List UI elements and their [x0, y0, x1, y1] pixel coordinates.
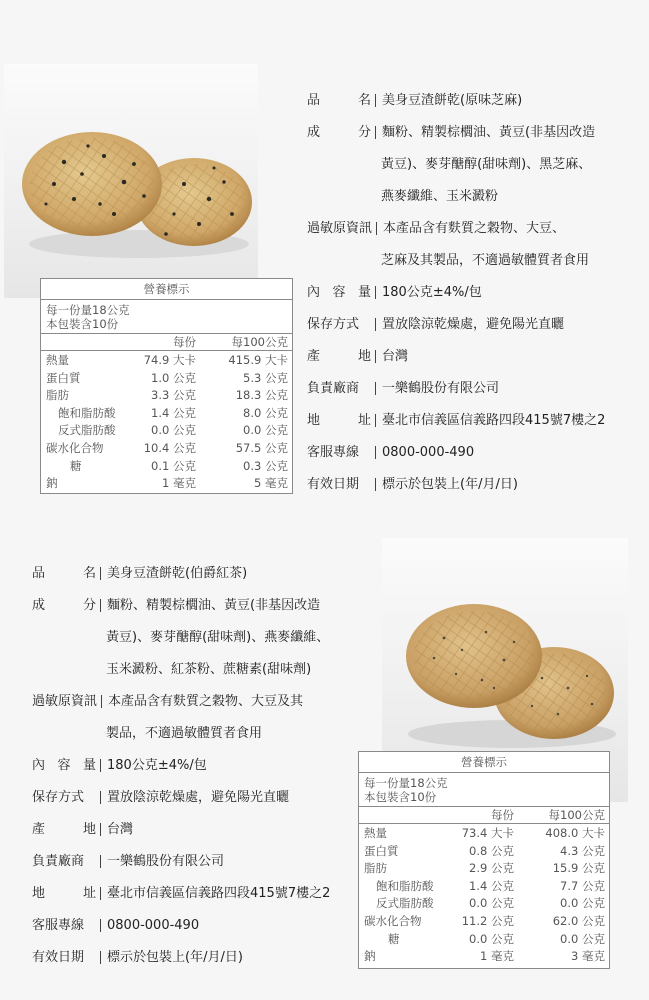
origin-label: 產 地: [32, 822, 96, 837]
product-name-row: [307, 85, 605, 117]
servings-per-pack: 本包裝含10份: [46, 317, 119, 331]
content-label: 內 容 量: [307, 285, 371, 300]
origin-value: 台灣: [107, 822, 134, 837]
ingredients-continued: 黃豆)、麥芽醣醇(甜味劑)、黑芝麻、: [381, 157, 592, 172]
separator: [101, 695, 102, 708]
content-row: [307, 277, 605, 309]
top-nutrition-table: [40, 278, 293, 494]
maker-label: 負責廠商: [307, 381, 360, 396]
nutrition-title: 營養標示: [41, 279, 292, 300]
separator: [100, 855, 101, 868]
nutrition-row: 飽和脂肪酸 1.4 公克 7.7 公克: [376, 878, 605, 893]
separator: [375, 286, 376, 299]
address-row: [32, 878, 330, 910]
separator: [375, 318, 376, 331]
allergen-continued: 芝麻及其製品，不適過敏體質者食用: [381, 253, 590, 268]
nutrition-row: 糖 0.1 公克 0.3 公克: [70, 458, 288, 473]
content-row: [32, 750, 330, 782]
nutrition-header: [41, 334, 292, 351]
ingredients-continued: 玉米澱粉、紅茶粉、蔗糖素(甜味劑): [106, 662, 312, 677]
separator: [100, 759, 101, 772]
origin-label: 產 地: [307, 349, 371, 364]
product-name-value: 美身豆渣餅乾(伯爵紅茶): [107, 566, 248, 581]
ingredients-value: 麵粉、精製棕櫚油、黃豆(非基因改造: [107, 598, 321, 613]
expiry-row: [32, 942, 330, 974]
per-100g-header: 每100公克: [548, 808, 605, 822]
separator: [375, 126, 376, 139]
nutrition-row: 熱量 74.9 大卡 415.9 大卡: [46, 353, 288, 367]
serving-size: 每一份量18公克: [364, 776, 448, 790]
sesame-cookie-photo: [4, 64, 258, 298]
nutrition-row: 飽和脂肪酸 1.4 公克 8.0 公克: [58, 405, 288, 420]
product-name-label: 品 名: [307, 93, 371, 108]
product-name-label: 品 名: [32, 566, 96, 581]
nutrition-row: 碳水化合物 11.2 公克 62.0 公克: [364, 913, 605, 928]
per-serving-header: 每份: [491, 808, 514, 822]
separator: [376, 222, 377, 235]
ingredients-label: 成 分: [32, 598, 96, 613]
separator: [375, 94, 376, 107]
storage-value: 置放陰涼乾燥處，避免陽光直曬: [382, 317, 565, 332]
allergen-value: 本產品含有麩質之穀物、大豆、: [383, 221, 566, 236]
hotline-row: [307, 437, 605, 469]
maker-label: 負責廠商: [32, 854, 85, 869]
nutrition-row: 蛋白質 0.8 公克 4.3 公克: [364, 843, 605, 858]
storage-row: [307, 309, 605, 341]
serving-size: 每一份量18公克: [46, 303, 130, 317]
storage-label: 保存方式: [32, 790, 85, 805]
ingredients-continued: 燕麥纖維、玉米澱粉: [381, 189, 499, 204]
separator: [100, 823, 101, 836]
separator: [100, 567, 101, 580]
separator: [375, 414, 376, 427]
hotline-label: 客服專線: [32, 918, 85, 933]
hotline-row: [32, 910, 330, 942]
nutrition-row: 糖 0.0 公克 0.0 公克: [388, 931, 605, 946]
separator: [100, 791, 101, 804]
serving-info: [41, 300, 292, 334]
maker-value: 一樂鶴股份有限公司: [382, 381, 500, 396]
nutrition-row: 蛋白質 1.0 公克 5.3 公克: [46, 370, 288, 385]
bottom-product-spec: [32, 558, 330, 974]
origin-value: 台灣: [382, 349, 409, 364]
separator: [375, 446, 376, 459]
nutrition-row: 碳水化合物 10.4 公克 57.5 公克: [46, 440, 288, 455]
allergen-value: 本產品含有麩質之穀物、大豆及其: [108, 694, 304, 709]
separator: [375, 478, 376, 491]
per-100g-header: 每100公克: [231, 335, 288, 349]
nutrition-row: 熱量 73.4 大卡 408.0 大卡: [364, 826, 605, 840]
expiry-row: [307, 469, 605, 501]
bottom-nutrition-table: [358, 751, 610, 969]
address-label: 地 址: [32, 886, 96, 901]
separator: [100, 951, 101, 964]
address-value: 臺北市信義區信義路四段415號7樓之2: [107, 886, 331, 901]
expiry-value: 標示於包裝上(年/月/日): [382, 477, 518, 492]
nutrition-row: 鈉 1 毫克 3 毫克: [364, 949, 605, 964]
expiry-label: 有效日期: [307, 477, 360, 492]
allergen-row: [307, 213, 605, 245]
nutrition-row: 脂肪 3.3 公克 18.3 公克: [46, 388, 288, 403]
maker-row: [32, 846, 330, 878]
address-value: 臺北市信義區信義路四段415號7樓之2: [382, 413, 606, 428]
allergen-label: 過敏原資訊: [307, 221, 373, 236]
servings-per-pack: 本包裝含10份: [364, 790, 437, 804]
content-label: 內 容 量: [32, 758, 96, 773]
separator: [100, 887, 101, 900]
separator: [100, 919, 101, 932]
nutrition-row: 脂肪 2.9 公克 15.9 公克: [364, 861, 605, 876]
ingredients-row: [307, 117, 605, 149]
separator: [375, 350, 376, 363]
nutrition-row: 反式脂肪酸 0.0 公克 0.0 公克: [58, 423, 288, 438]
hotline-value: 0800-000-490: [107, 918, 200, 933]
separator: [375, 382, 376, 395]
ingredients-value: 麵粉、精製棕櫚油、黃豆(非基因改造: [382, 125, 596, 140]
content-value: 180公克±4%/包: [382, 285, 482, 300]
expiry-label: 有效日期: [32, 950, 85, 965]
ingredients-label: 成 分: [307, 125, 371, 140]
storage-label: 保存方式: [307, 317, 360, 332]
ingredients-row: [32, 590, 330, 622]
allergen-continued: 製品，不適過敏體質者食用: [106, 726, 263, 741]
nutrition-row: 反式脂肪酸 0.0 公克 0.0 公克: [376, 896, 605, 911]
allergen-row: [32, 686, 330, 718]
ingredients-continued: 黃豆)、麥芽醣醇(甜味劑)、燕麥纖維、: [106, 630, 330, 645]
origin-row: [32, 814, 330, 846]
storage-value: 置放陰涼乾燥處，避免陽光直曬: [107, 790, 290, 805]
address-label: 地 址: [307, 413, 371, 428]
content-value: 180公克±4%/包: [107, 758, 207, 773]
maker-value: 一樂鶴股份有限公司: [107, 854, 225, 869]
storage-row: [32, 782, 330, 814]
hotline-value: 0800-000-490: [382, 445, 475, 460]
origin-row: [307, 341, 605, 373]
address-row: [307, 405, 605, 437]
expiry-value: 標示於包裝上(年/月/日): [107, 950, 243, 965]
product-name-value: 美身豆渣餅乾(原味芝麻): [382, 93, 523, 108]
allergen-label: 過敏原資訊: [32, 694, 98, 709]
product-name-row: [32, 558, 330, 590]
top-product-spec: [307, 85, 605, 501]
nutrition-title: 營養標示: [359, 752, 609, 773]
separator: [100, 599, 101, 612]
nutrition-row: 鈉 1 毫克 5 毫克: [46, 476, 288, 491]
hotline-label: 客服專線: [307, 445, 360, 460]
per-serving-header: 每份: [173, 335, 196, 349]
serving-info: [359, 773, 609, 807]
sesame-cookie-image: [4, 64, 258, 298]
nutrition-header: [359, 807, 609, 824]
maker-row: [307, 373, 605, 405]
